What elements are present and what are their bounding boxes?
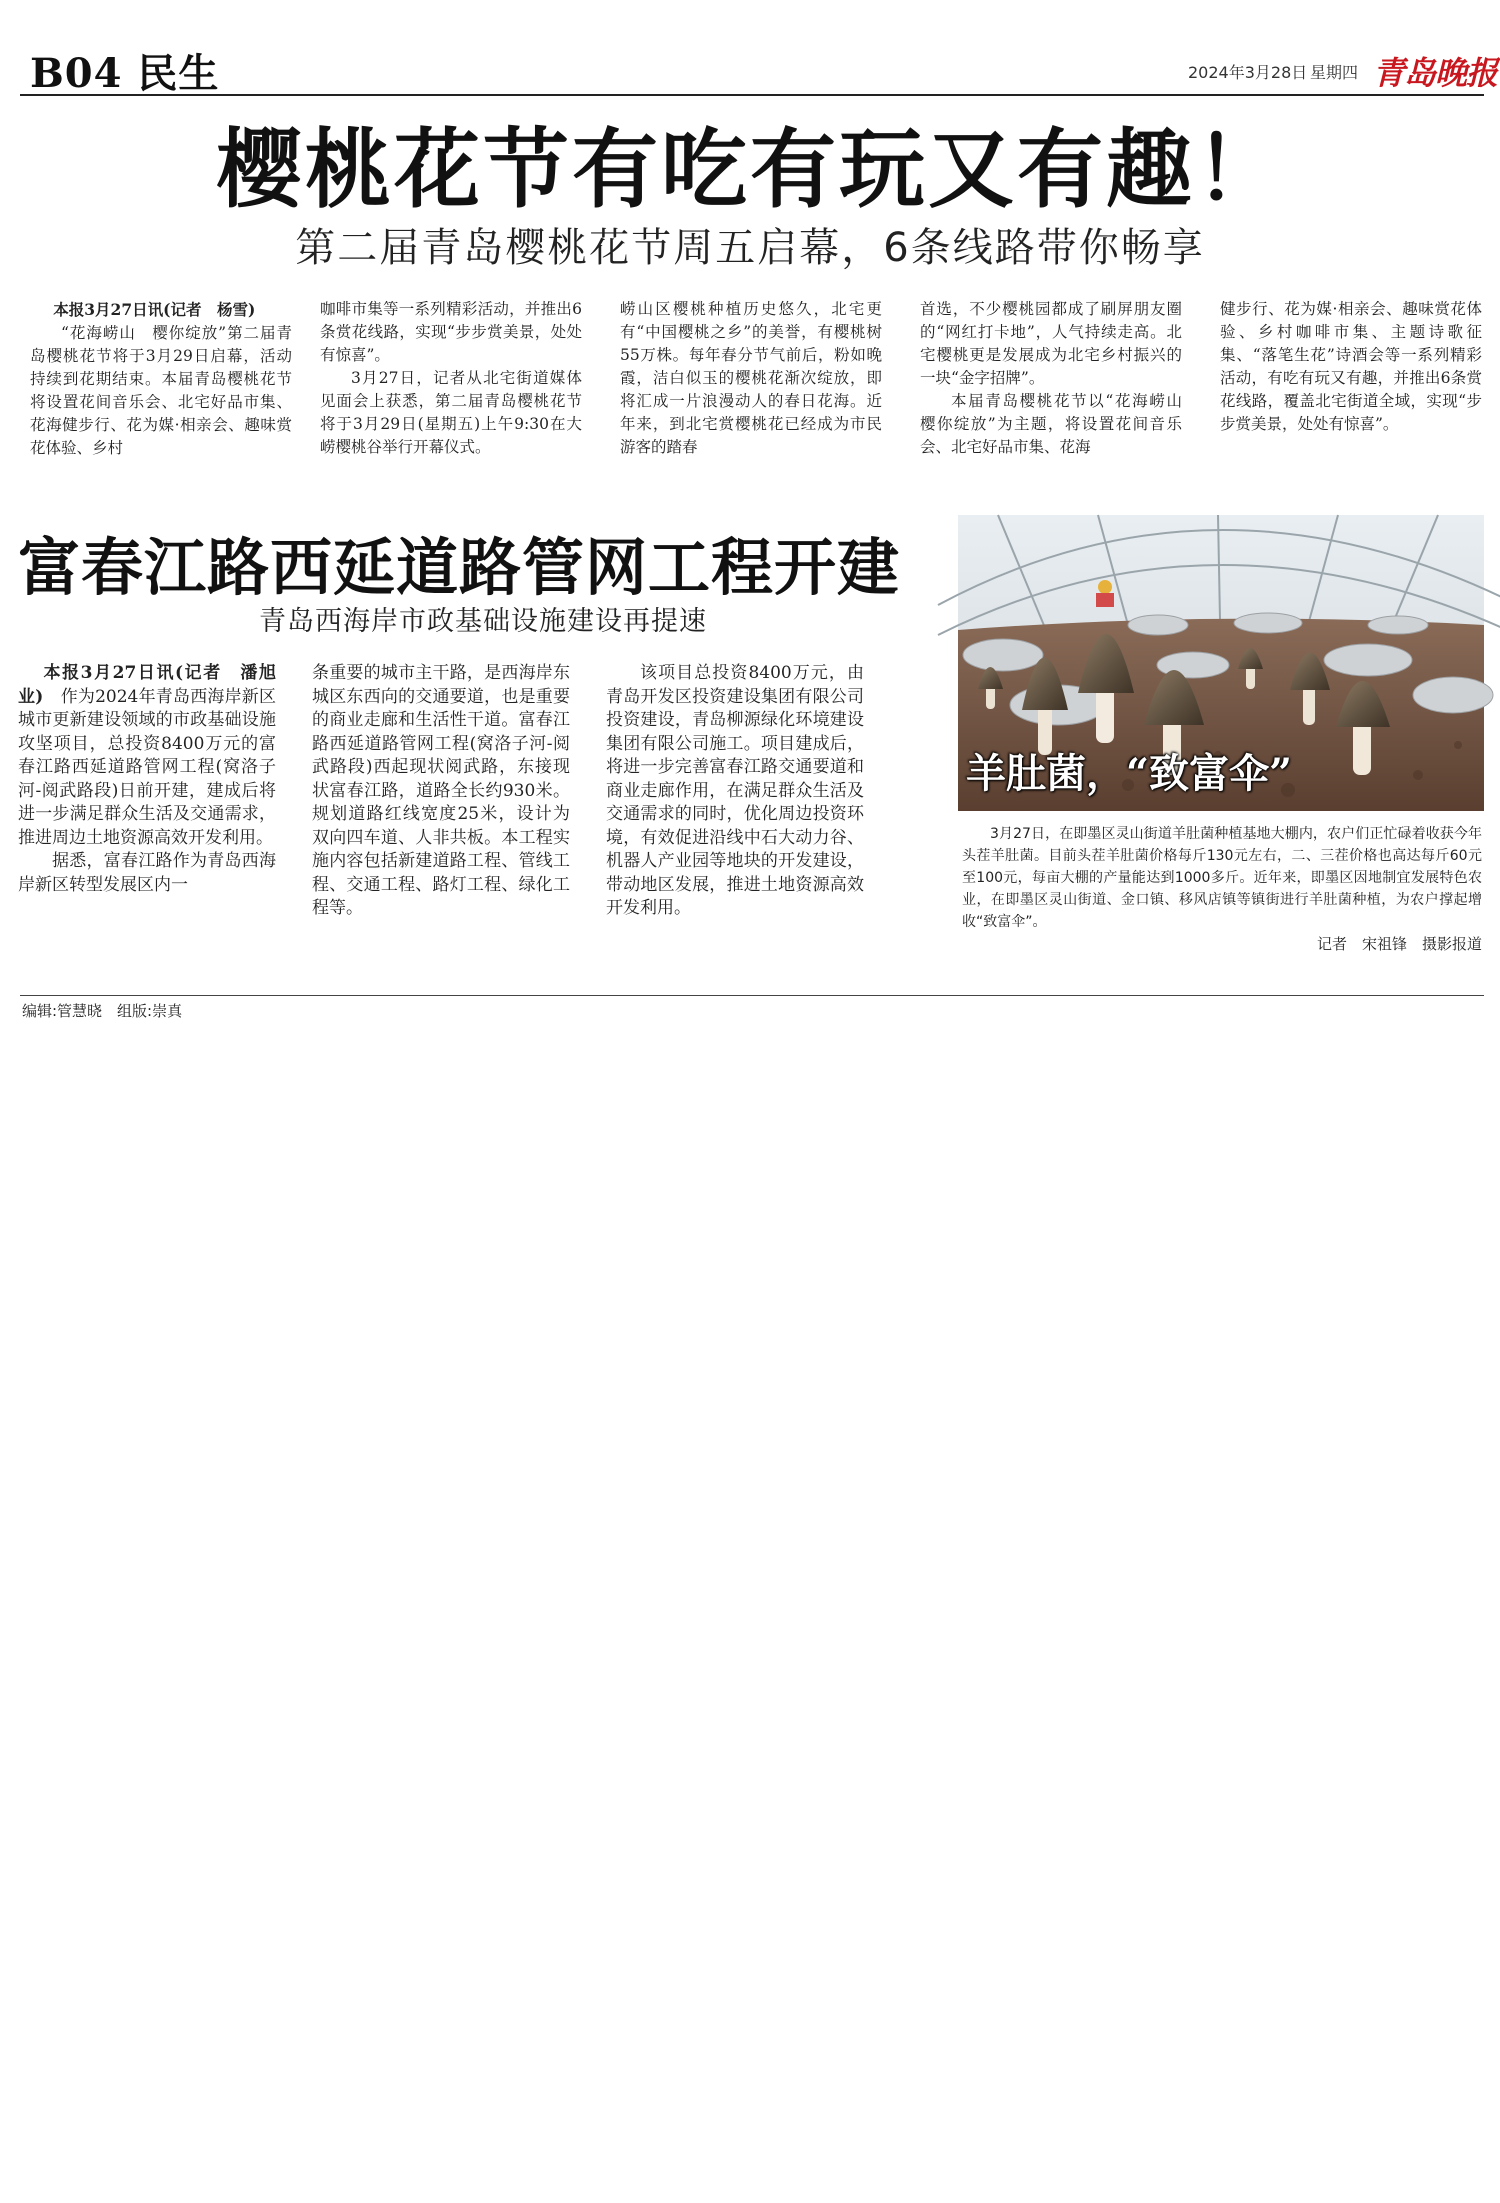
article2-paragraph: 作为2024年青岛西海岸新区城市更新建设领域的市政基础设施攻坚项目，总投资8400万元的富春江路西延道路管网工程(窝洛子河-阅武路段)日前开建，建成后将进一步满足群众生活及交通需求，推进周边土地资源高效开发利用。 <box>18 686 277 848</box>
article1-paragraph: 崂山区樱桃种植历史悠久，北宅更有“中国樱桃之乡”的美誉，有樱桃树55万株。每年春分节气前后，粉如晚霞，洁白似玉的樱桃花渐次绽放，即将汇成一片浪漫动人的春日花海。近年来，到北宅赏樱桃花已经成为市民游客的踏春 <box>620 300 882 456</box>
section-label: B04 民生 <box>30 50 220 97</box>
article1-paragraph: 咖啡市集等一系列精彩活动，并推出6条赏花线路，实现“步步赏美景，处处有惊喜”。 <box>320 300 582 364</box>
article1-paragraph: 本届青岛樱桃花节以“花海崂山 樱你绽放”为主题，将设置花间音乐会、北宅好品市集、花海 <box>920 392 1198 456</box>
article2-subheadline: 青岛西海岸市政基础设施建设再提速 <box>259 606 707 637</box>
issue-weekday: 星期四 <box>1310 63 1359 82</box>
article2-paragraph: 该项目总投资8400万元，由青岛开发区投资建设集团有限公司投资建设，青岛柳源绿化环境建设集团有限公司施工。项目建成后，将进一步完善富春江路交通要道和商业走廊作用，在满足群众生活及交通需求的同时，优化周边投资环境，有效促进沿线中石大动力谷、机器人产业园等地块的开发建设，带动地区发展，推进土地资源高效开发利用。 <box>606 663 864 918</box>
issue-date: 2024年3月28日 <box>1188 63 1308 82</box>
article2-column-1 <box>18 662 276 972</box>
photo-title: 羊肚菌，“致富伞” <box>966 750 1293 797</box>
article2-column-2 <box>312 662 570 972</box>
article2-column-3 <box>606 662 864 972</box>
article2-paragraph: 据悉，富春江路作为青岛西海岸新区转型发展区内一 <box>18 851 276 895</box>
article1-column-2 <box>320 298 582 468</box>
article1-byline: 本报3月27日讯(记者 杨雪) <box>53 300 256 319</box>
article1-paragraph: 3月27日，记者从北宅街道媒体见面会上获悉，第二届青岛樱桃花节将于3月29日(星期五)上午9:30在大崂樱桃谷举行开幕仪式。 <box>320 369 582 456</box>
article1-column-3 <box>620 298 882 468</box>
article1-paragraph: “花海崂山 樱你绽放”第二届青岛樱桃花节将于3月29日启幕，活动持续到花期结束。本届青岛樱桃花节将设置花间音乐会、北宅好品市集、花海健步行、花为媒·相亲会、趣味赏花体验、乡村 <box>30 324 292 457</box>
newspaper-logo: 青岛晚报 <box>1373 54 1498 92</box>
photo-caption-text: 3月27日，在即墨区灵山街道羊肚菌种植基地大棚内，农户们正忙碌着收获今年头茬羊肚菌。目前头茬羊肚菌价格每斤130元左右，二、三茬价格也高达每斤60元至100元，每亩大棚的产量能达到1000多斤。近年来，即墨区因地制宜发展特色农业，在即墨区灵山街道、金口镇、移风店镇等镇街进行羊肚菌种植，为农户撑起增收“致富伞”。 <box>962 826 1482 930</box>
photo-caption <box>962 823 1482 933</box>
article1-column-1 <box>30 298 292 468</box>
footer-divider <box>20 995 1484 996</box>
article1-paragraph: 首选，不少樱桃园都成了刷屏朋友圈的“网红打卡地”，人气持续走高。北宅樱桃更是发展成为北宅乡村振兴的一块“金字招牌”。 <box>920 300 1182 387</box>
photo-credit: 记者 宋祖锋 摄影报道 <box>1316 935 1482 953</box>
article1-subheadline: 第二届青岛樱桃花节周五启幕，6条线路带你畅享 <box>295 225 1205 271</box>
article2-byline: 本报3月27日讯(记者 潘旭业) <box>18 663 276 707</box>
article2-headline: 富春江路西延道路管网工程开建 <box>18 531 901 604</box>
article1-headline: 樱桃花节有吃有玩又有趣！ <box>216 119 1284 220</box>
editor-credit: 编辑:管慧晓 组版:崇真 <box>22 1002 183 1020</box>
header-divider <box>20 94 1484 96</box>
article1-column-4 <box>920 298 1198 468</box>
article1-column-5 <box>1220 298 1482 468</box>
article1-paragraph: 健步行、花为媒·相亲会、趣味赏花体验、乡村咖啡市集、主题诗歌征集、“落笔生花”诗酒会等一系列精彩活动，有吃有玩又有趣，并推出6条赏花线路，覆盖北宅街道全域，实现“步步赏美景，处处有惊喜”。 <box>1220 300 1482 433</box>
article2-paragraph: 条重要的城市主干路，是西海岸东城区东西向的交通要道，也是重要的商业走廊和生活性干道。富春江路西延道路管网工程(窝洛子河-阅武路段)西起现状阅武路，东接现状富春江路，道路全长约930米。规划道路红线宽度25米，设计为双向四车道、人非共板。本工程实施内容包括新建道路工程、管线工程、交通工程、路灯工程、绿化工程等。 <box>312 663 570 918</box>
